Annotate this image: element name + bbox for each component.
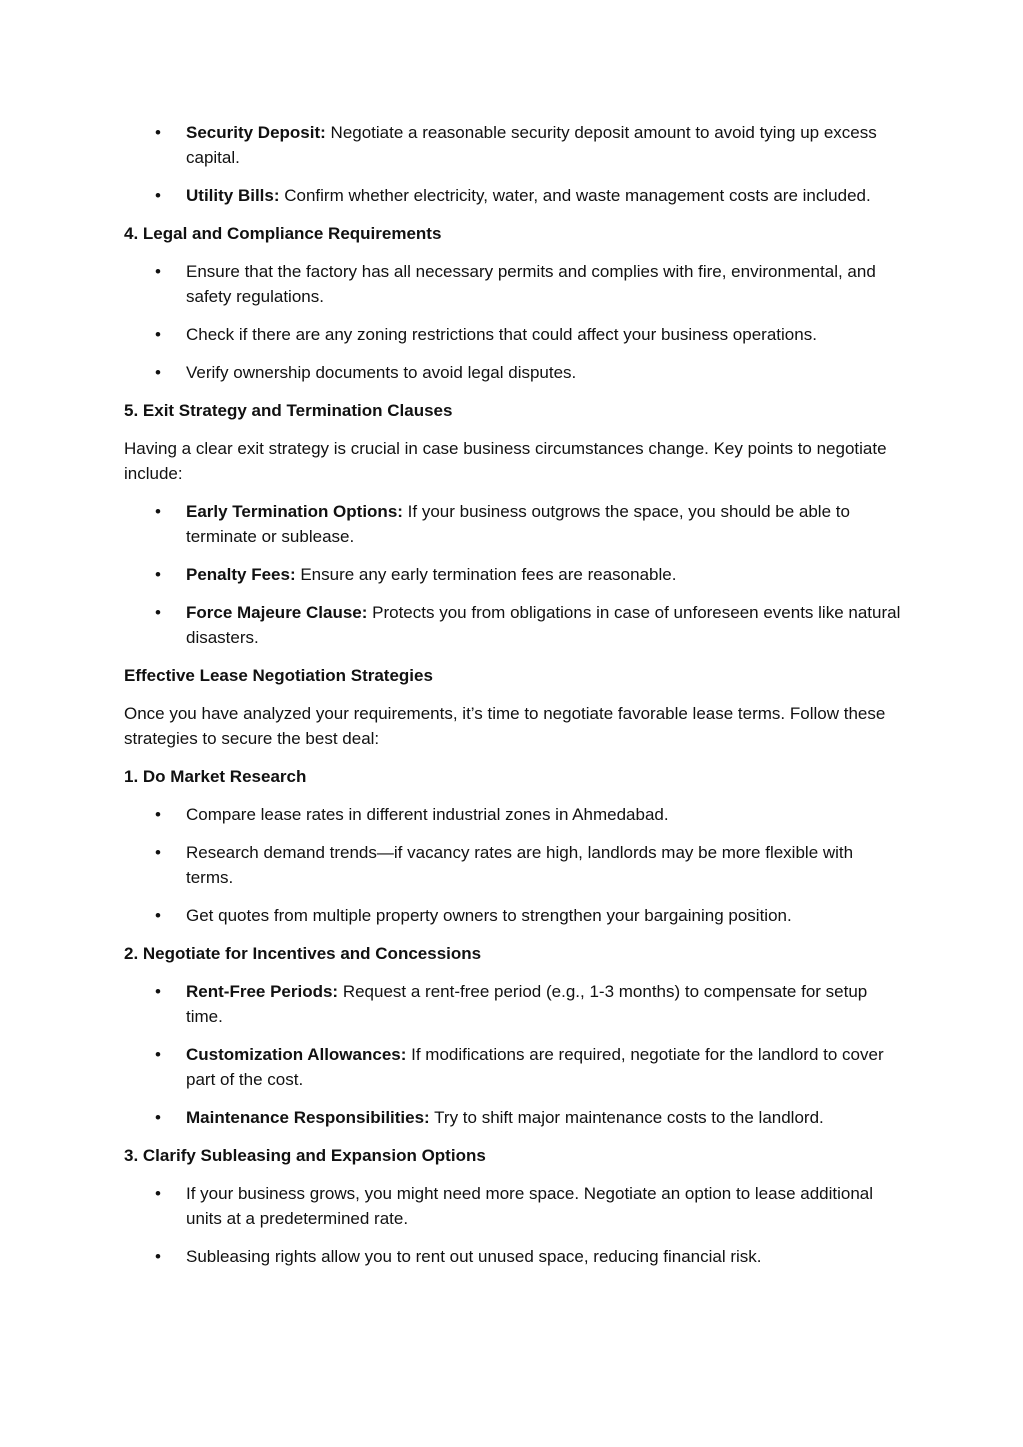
list-item-text: Request a rent-free period (e.g., 1-3 months) to compensate for setup time.	[186, 982, 868, 1026]
list-item-text: If modifications are required, negotiate for the landlord to cover part of the cost.	[186, 1045, 884, 1089]
list-item-text: Check if there are any zoning restrictions that could affect your business operations.	[186, 325, 817, 344]
list-item	[124, 979, 904, 1029]
list-item-term: Utility Bills:	[186, 186, 280, 205]
list-item	[124, 1042, 904, 1092]
list-item-text: Ensure any early termination fees are reasonable.	[295, 565, 677, 584]
list-item-text: Confirm whether electricity, water, and waste management costs are included.	[279, 186, 871, 205]
list-item-text: Protects you from obligations in case of unforeseen events like natural disasters.	[186, 603, 901, 647]
list-item	[124, 1105, 904, 1130]
list-item	[124, 120, 904, 170]
section-heading: Effective Lease Negotiation Strategies	[124, 666, 433, 685]
list-item	[124, 562, 904, 587]
list-item-term: Customization Allowances:	[186, 1045, 407, 1064]
list-item-text: Verify ownership documents to avoid legal disputes.	[186, 363, 577, 382]
list-item	[124, 1181, 904, 1231]
section-heading: 3. Clarify Subleasing and Expansion Options	[124, 1146, 486, 1165]
list-item	[124, 802, 904, 827]
bullet-list	[124, 120, 904, 208]
list-item-text: Negotiate a reasonable security deposit amount to avoid tying up excess capital.	[186, 123, 877, 167]
list-item-text: Get quotes from multiple property owners to strengthen your bargaining position.	[186, 906, 792, 925]
bullet-list	[124, 259, 904, 385]
section-heading: 2. Negotiate for Incentives and Concessions	[124, 944, 482, 963]
list-item	[124, 183, 904, 208]
list-item-text: Ensure that the factory has all necessary permits and complies with fire, environmental, and safety regulations.	[186, 262, 876, 306]
section-heading: 5. Exit Strategy and Termination Clauses	[124, 401, 453, 420]
section-heading: 4. Legal and Compliance Requirements	[124, 224, 442, 243]
paragraph: Having a clear exit strategy is crucial in case business circumstances change. Key points to negotiate include:	[124, 439, 887, 483]
list-item-term: Force Majeure Clause:	[186, 603, 368, 622]
list-item	[124, 1244, 904, 1269]
bullet-list	[124, 802, 904, 928]
list-item-text: If your business grows, you might need more space. Negotiate an option to lease additional units at a predetermined rate.	[186, 1184, 874, 1228]
list-item-term: Rent-Free Periods:	[186, 982, 339, 1001]
list-item	[124, 840, 904, 890]
list-item	[124, 259, 904, 309]
section-heading: 1. Do Market Research	[124, 767, 307, 786]
list-item-text: Compare lease rates in different industrial zones in Ahmedabad.	[186, 805, 669, 824]
bullet-list	[124, 979, 904, 1130]
list-item-term: Security Deposit:	[186, 123, 326, 142]
list-item-text: Research demand trends—if vacancy rates are high, landlords may be more flexible with terms.	[186, 843, 854, 887]
list-item	[124, 499, 904, 549]
list-item	[124, 322, 904, 347]
bullet-list	[124, 1181, 904, 1269]
list-item-term: Early Termination Options:	[186, 502, 403, 521]
list-item	[124, 360, 904, 385]
list-item-term: Penalty Fees:	[186, 565, 296, 584]
list-item-text: Try to shift major maintenance costs to the landlord.	[429, 1108, 824, 1127]
list-item-text: If your business outgrows the space, you should be able to terminate or sublease.	[186, 502, 850, 546]
document-body	[124, 120, 904, 1282]
list-item-term: Maintenance Responsibilities:	[186, 1108, 430, 1127]
list-item	[124, 903, 904, 928]
list-item-text: Subleasing rights allow you to rent out unused space, reducing financial risk.	[186, 1247, 762, 1266]
list-item	[124, 600, 904, 650]
bullet-list	[124, 499, 904, 650]
paragraph: Once you have analyzed your requirements, it’s time to negotiate favorable lease terms. Follow these strategies to secure the best deal:	[124, 704, 886, 748]
